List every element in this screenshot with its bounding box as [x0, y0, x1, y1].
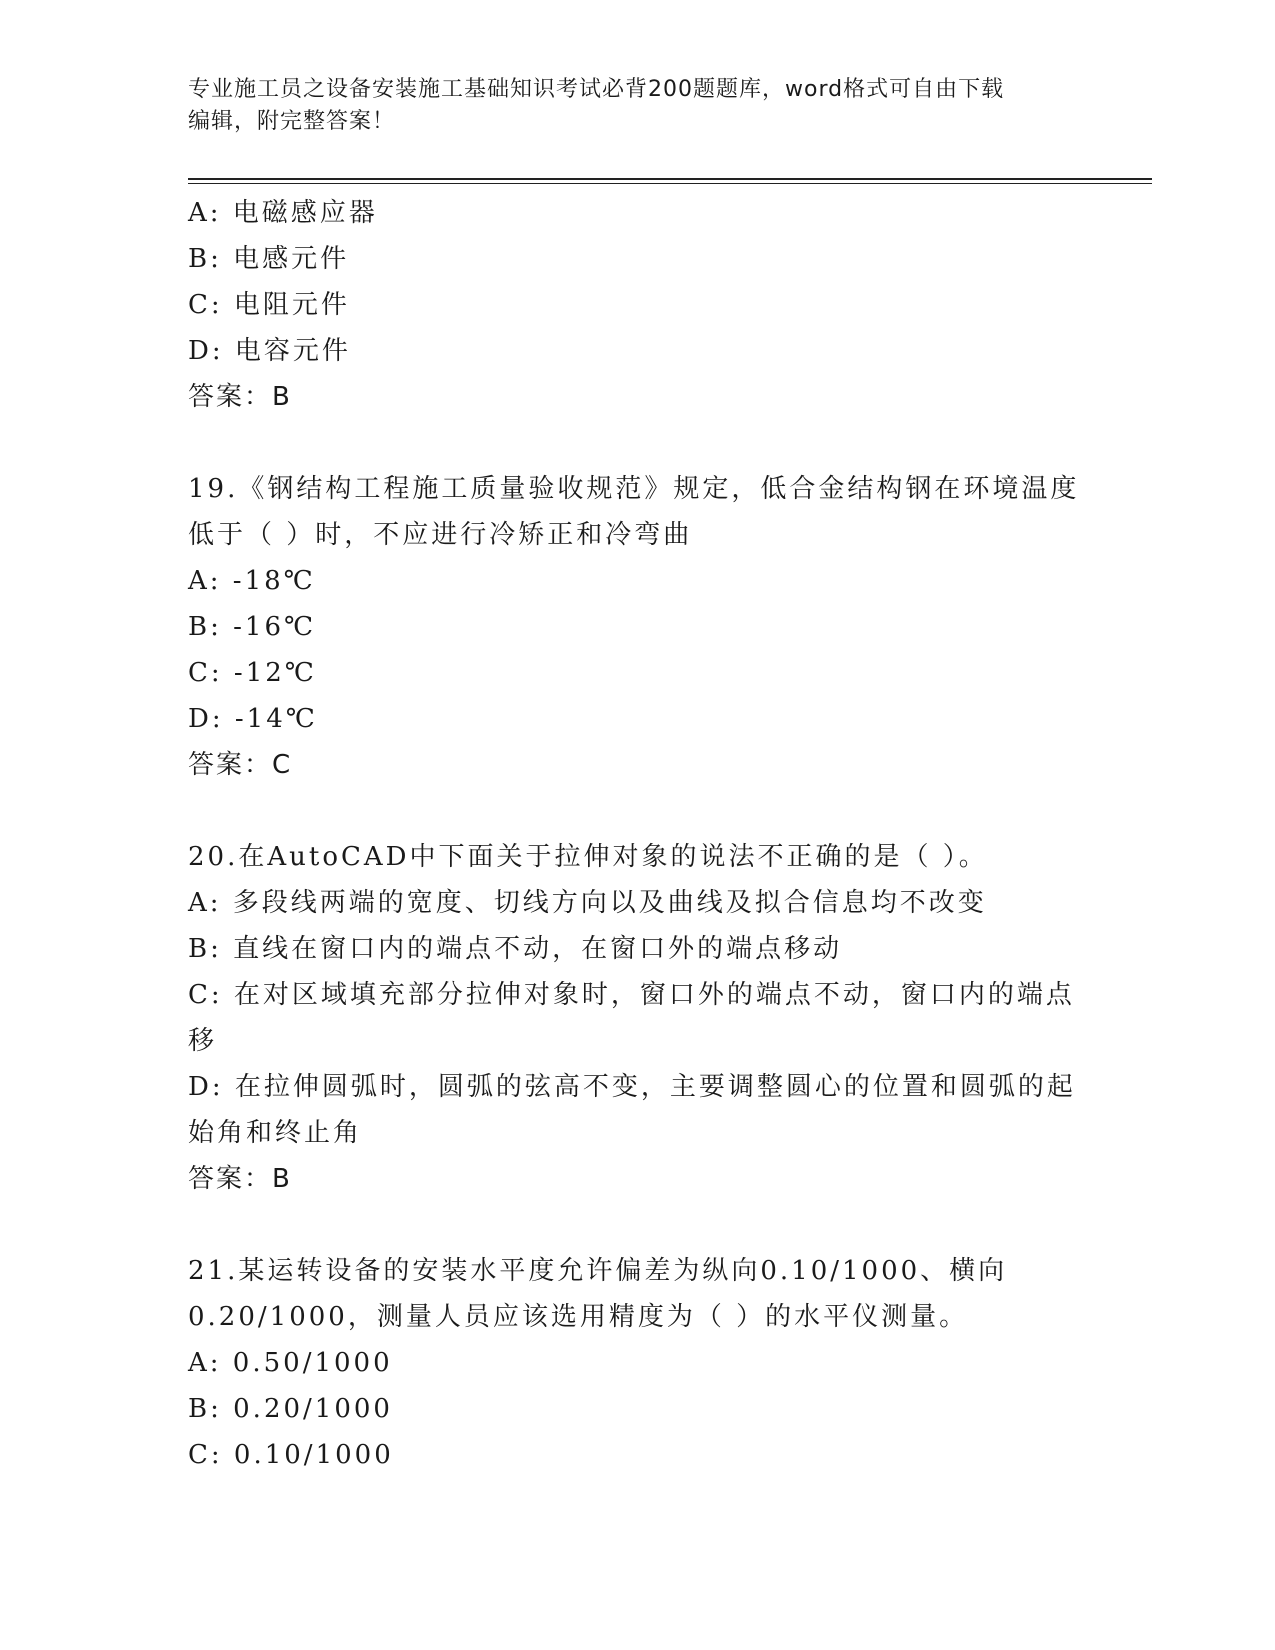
option-c: C: 在对区域填充部分拉伸对象时，窗口外的端点不动，窗口内的端点	[188, 980, 1075, 1010]
option-d-continued: 始角和终止角	[188, 1118, 363, 1148]
option-a: A: 0.50/1000	[188, 1348, 393, 1378]
question-stem: 21.某运转设备的安装水平度允许偏差为纵向0.10/1000、横向	[188, 1256, 1008, 1286]
header-line-1: 专业施工员之设备安装施工基础知识考试必背200题题库，word格式可自由下载	[188, 77, 1005, 102]
option-d: D: 在拉伸圆弧时，圆弧的弦高不变，主要调整圆心的位置和圆弧的起	[188, 1072, 1076, 1102]
option-b: B: 0.20/1000	[188, 1394, 393, 1424]
question-19	[188, 466, 1088, 788]
question-stem-continued: 低于（ ）时，不应进行冷矫正和冷弯曲	[188, 520, 693, 550]
option-a: A: -18℃	[188, 566, 316, 596]
header-divider	[188, 178, 1152, 180]
option-a: A: 多段线两端的宽度、切线方向以及曲线及拟合信息均不改变	[188, 888, 987, 918]
answer: 答案：B	[188, 1164, 292, 1194]
option-b: B: 直线在窗口内的端点不动，在窗口外的端点移动	[188, 934, 843, 964]
option-a: A: 电磁感应器	[188, 198, 378, 228]
option-b: B: 电感元件	[188, 244, 350, 274]
question-stem-continued: 0.20/1000，测量人员应该选用精度为（ ）的水平仪测量。	[188, 1302, 969, 1332]
question-stem: 20.在AutoCAD中下面关于拉伸对象的说法不正确的是（ ）。	[188, 842, 988, 872]
question-stem: 19.《钢结构工程施工质量验收规范》规定，低合金结构钢在环境温度	[188, 474, 1080, 504]
option-c: C: 0.10/1000	[188, 1440, 394, 1470]
option-d: D: 电容元件	[188, 336, 351, 366]
page-header	[188, 74, 1088, 138]
option-c: C: 电阻元件	[188, 290, 350, 320]
question-21	[188, 1248, 1088, 1478]
option-d: D: -14℃	[188, 704, 318, 734]
option-c-continued: 移	[188, 1026, 218, 1056]
option-c: C: -12℃	[188, 658, 317, 688]
answer: 答案：B	[188, 382, 292, 412]
question-18	[188, 190, 1088, 420]
question-20	[188, 834, 1088, 1202]
option-b: B: -16℃	[188, 612, 317, 642]
answer: 答案：C	[188, 750, 293, 780]
header-divider-thin	[188, 183, 1152, 184]
document-body	[188, 190, 1088, 1478]
header-line-2: 编辑，附完整答案！	[188, 109, 396, 134]
